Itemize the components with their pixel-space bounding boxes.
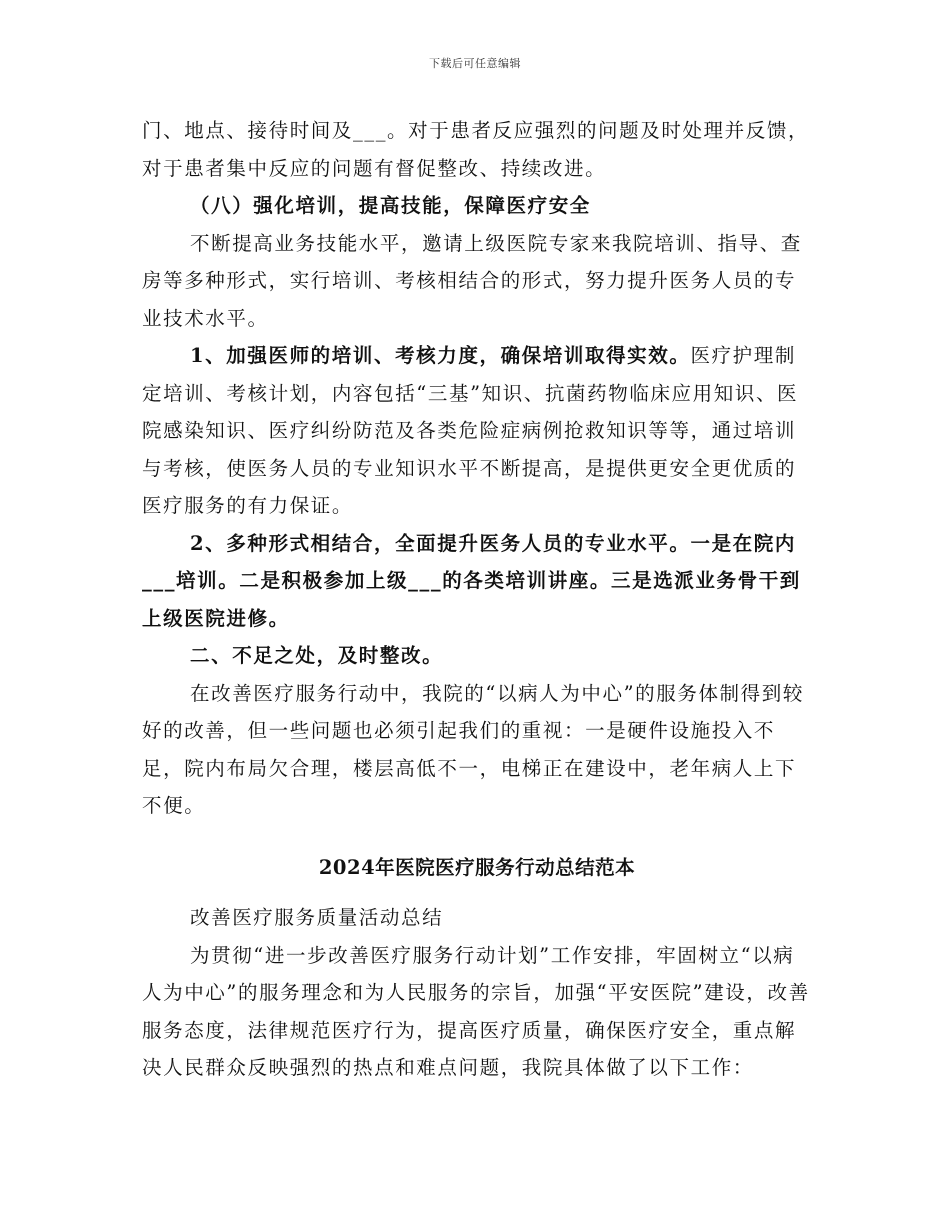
document-body [142, 112, 812, 1087]
page-header: 下载后可任意编辑 [429, 57, 521, 70]
document-title: 2024年医院医疗服务行动总结范本 [318, 855, 636, 879]
paragraph-7: 为贯彻“进一步改善医疗服务行动计划”工作安排，牢固树立“以病人为中心”的服务理念和为人民服务的宗旨，加强“平安医院”建设，改善服务态度，法律规范医疗行为，提高医疗质量，确保医疗安全，重点解决人民群众反映强烈的热点和难点问题，我院具体做了以下工作： [142, 943, 810, 1079]
paragraph-1: 门、地点、接待时间及___。对于患者反应强烈的问题及时处理并反馈，对于患者集中反应的问题有督促整改、持续改进。 [142, 119, 810, 180]
paragraph-4: 2、多种形式相结合，全面提升医务人员的专业水平。一是在院内___培训。二是积极参加上级___的各类培训讲座。三是选派业务骨干到上级医院进修。 [142, 531, 801, 630]
paragraph-2: 不断提高业务技能水平，邀请上级医院专家来我院培训、指导、查房等多种形式，实行培训、考核相结合的形式，努力提升医务人员的专业技术水平。 [142, 231, 802, 330]
paragraph-5: 在改善医疗服务行动中，我院的“以病人为中心”的服务体制得到较好的改善，但一些问题也必须引起我们的重视：一是硬件设施投入不足，院内布局欠合理，楼层高低不一，电梯正在建设中，老年病人上下不便。 [142, 681, 804, 817]
paragraph-3-rest: 医疗护理制定培训、考核计划，内容包括“三基”知识、抗菌药物临床应用知识、医院感染知识、医疗纠纷防范及各类危险症病例抢救知识等等，通过培训与考核，使医务人员的专业知识水平不断提高，是提供更安全更优质的医疗服务的有力保证。 [142, 344, 799, 517]
paragraph-3-lead: 1、加强医师的培训、考核力度，确保培训取得实效。 [190, 344, 691, 367]
heading-2: 二、不足之处，及时整改。 [190, 644, 444, 667]
paragraph-6: 改善医疗服务质量活动总结 [190, 906, 444, 929]
heading-8: （八）强化培训，提高技能，保障医疗安全 [190, 194, 591, 217]
paragraph-3 [142, 337, 812, 525]
